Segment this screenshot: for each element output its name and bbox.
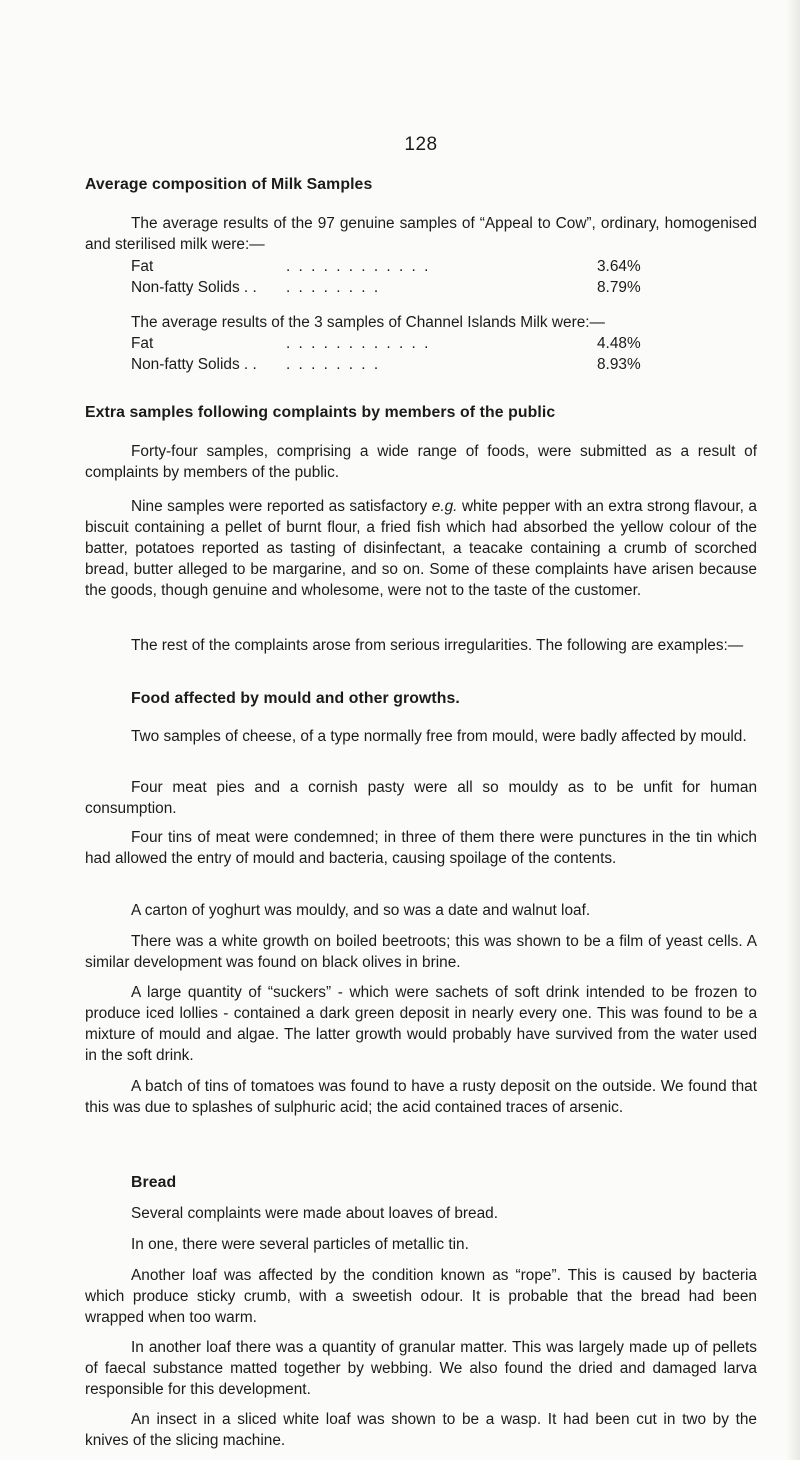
mould-heading: Food affected by mould and other growths. [131, 690, 460, 707]
mould-para: Four tins of meat were condemned; in three of them there were punctures in the tin which had allowed the entry of mould and bacteria, causing spoilage of the contents. [85, 829, 757, 867]
row-label: Fat [131, 258, 154, 275]
page-number: 128 [404, 134, 438, 155]
bread-para: Several complaints were made about loaves of bread. [131, 1205, 499, 1222]
mould-para: A carton of yoghurt was mouldy, and so was a date and walnut loaf. [131, 902, 591, 919]
row-label: Non-fatty Solids . . [131, 356, 257, 373]
mould-para: There was a white growth on boiled beetroots; this was shown to be a film of yeast cells. A similar development was found on black olives in brine. [85, 933, 757, 971]
row-leader: . . . . . . . . . . . . [286, 258, 431, 275]
row-label: Fat [131, 335, 154, 352]
mould-para: A batch of tins of tomatoes was found to have a rusty deposit on the outside. We found that this was due to splashes of sulphuric acid; the acid contained traces of arsenic. [85, 1078, 757, 1116]
complaints-p2-start: Nine samples were reported as satisfactory [131, 498, 432, 515]
mould-para: Two samples of cheese, of a type normally free from mould, were badly affected by mould. [131, 728, 747, 745]
milk-intro-1: The average results of the 97 genuine samples of “Appeal to Cow”, ordinary, homogenised and sterilised milk were:— [85, 215, 757, 253]
milk-row-fat-2 [131, 333, 671, 354]
row-value: 4.48% [597, 335, 641, 352]
milk-row-fat-1 [131, 256, 671, 277]
row-leader: . . . . . . . . [286, 279, 381, 296]
bread-para: Another loaf was affected by the condition known as “rope”. This is caused by bacteria which produce sticky crumb, with a sweetish odour. It is probable that the bread had been wrapped when too warm. [85, 1267, 757, 1326]
bread-heading: Bread [131, 1174, 177, 1191]
row-leader: . . . . . . . . . . . . [286, 335, 431, 352]
milk-row-nonfat-1 [131, 277, 671, 298]
row-value: 8.93% [597, 356, 641, 373]
milk-row-nonfat-2 [131, 354, 671, 375]
milk-heading: Average composition of Milk Samples [85, 176, 373, 193]
complaints-p1: Forty-four samples, comprising a wide range of foods, were submitted as a result of complaints by members of the public. [85, 443, 757, 481]
row-value: 3.64% [597, 258, 641, 275]
bread-para: In another loaf there was a quantity of granular matter. This was largely made up of pellets of faecal substance matted together by webbing. We also found the dried and damaged larva responsible for this development. [85, 1339, 757, 1398]
complaints-p2 [85, 496, 757, 601]
mould-para: A large quantity of “suckers” - which were sachets of soft drink intended to be frozen to produce iced lollies - contained a dark green deposit in nearly every one. This was found to be a mixture of mould and algae. The latter growth would probably have survived from the water used in the soft drink. [85, 984, 757, 1064]
eg-abbrev: e.g. [431, 498, 458, 515]
row-label: Non-fatty Solids . . [131, 279, 257, 296]
mould-para: Four meat pies and a cornish pasty were all so mouldy as to be unfit for human consumption. [85, 779, 757, 817]
complaints-heading: Extra samples following complaints by members of the public [85, 404, 556, 421]
complaints-p2-rest: white pepper with an extra strong flavour, a biscuit containing a pellet of burnt flour, a fried fish which had absorbed the yellow colour of the batter, potatoes reported as tasting of disinfectant, a teacake containing a crumb of scorched bread, butter alleged to be margarine, and so on. Some of these complaints have arisen because the goods, though genuine and wholesome, were not to the taste of the customer. [85, 498, 757, 599]
row-value: 8.79% [597, 279, 641, 296]
bread-para: In one, there were several particles of metallic tin. [131, 1236, 469, 1253]
complaints-p3: The rest of the complaints arose from serious irregularities. The following are examples:— [131, 637, 744, 654]
row-leader: . . . . . . . . [286, 356, 381, 373]
milk-intro-2: The average results of the 3 samples of Channel Islands Milk were:— [131, 314, 605, 331]
page-edge-shadow [786, 0, 800, 1460]
bread-para: An insect in a sliced white loaf was shown to be a wasp. It had been cut in two by the knives of the slicing machine. [85, 1411, 757, 1449]
